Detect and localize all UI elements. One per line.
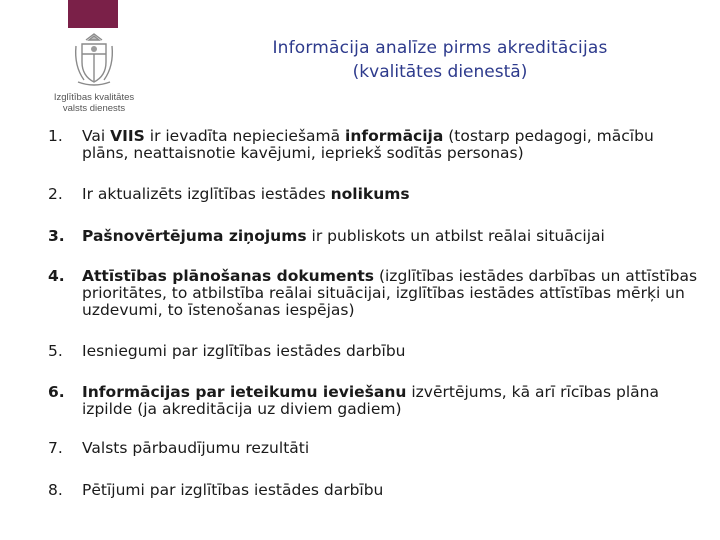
list-item-text [82,384,702,418]
text: (izglītības iestādes darbības un attīstības prioritātes, to atbilstība reālai situācijai, izglītības iestādes attīstības mērķi un uzdevumi, to īstenošanas iespējas) [82,267,698,319]
text: (tostarp pedagogi, mācību plāns, neattaisnotie kavējumi, iepriekš sodītās personas) [82,127,654,162]
list-item-number: 2. [48,185,63,203]
text: Ir aktualizēts izglītības iestādes [82,185,331,203]
bold-text: Attīstības plānošanas dokuments [82,267,375,285]
text: Valsts pārbaudījumu rezultāti [82,439,310,457]
list-item-number: 7. [48,439,63,457]
text: Pētījumi par izglītības iestādes darbību [82,481,384,499]
list-item-number: 3. [48,227,65,245]
title-line-2: (kvalitātes dienestā) [352,62,528,82]
list-item-text [82,228,702,245]
list-item-number: 5. [48,342,63,360]
coat-of-arms-icon [72,32,116,88]
bold-text: VIIS [110,127,145,145]
list-item-number: 4. [48,267,65,285]
list-item-text [82,440,702,457]
list-item-text [82,343,702,360]
page-title [180,36,700,84]
bold-text: Informācijas par ieteikumu ieviešanu [82,383,407,401]
text: Vai [82,127,111,145]
logo-text-line1: Izglītības kvalitātes [53,92,135,103]
list-item-number: 6. [48,383,65,401]
bold-text: Pašnovērtējuma ziņojums [82,227,307,245]
text: izvērtējums, kā arī rīcības plāna izpilde (ja akreditācija uz diviem gadiem) [82,383,659,418]
list-item-text [82,268,702,319]
accent-bar [68,0,118,28]
text: Iesniegumi par izglītības iestādes darbību [82,342,406,360]
text: ir publiskots un atbilst reālai situācijai [306,227,605,245]
bold-text: informācija [345,127,444,145]
logo-text [44,92,144,114]
list-item-number: 8. [48,481,63,499]
text: ir ievadīta nepieciešamā [144,127,346,145]
list-item-text [82,482,702,499]
bold-text: nolikums [330,185,410,203]
logo-text-line2: valsts dienests [62,103,126,114]
list-item-text [82,186,702,203]
list-item-text [82,128,702,162]
logo [44,32,144,122]
title-line-1: Informācija analīze pirms akreditācijas [272,38,608,58]
list-item-number: 1. [48,127,63,145]
